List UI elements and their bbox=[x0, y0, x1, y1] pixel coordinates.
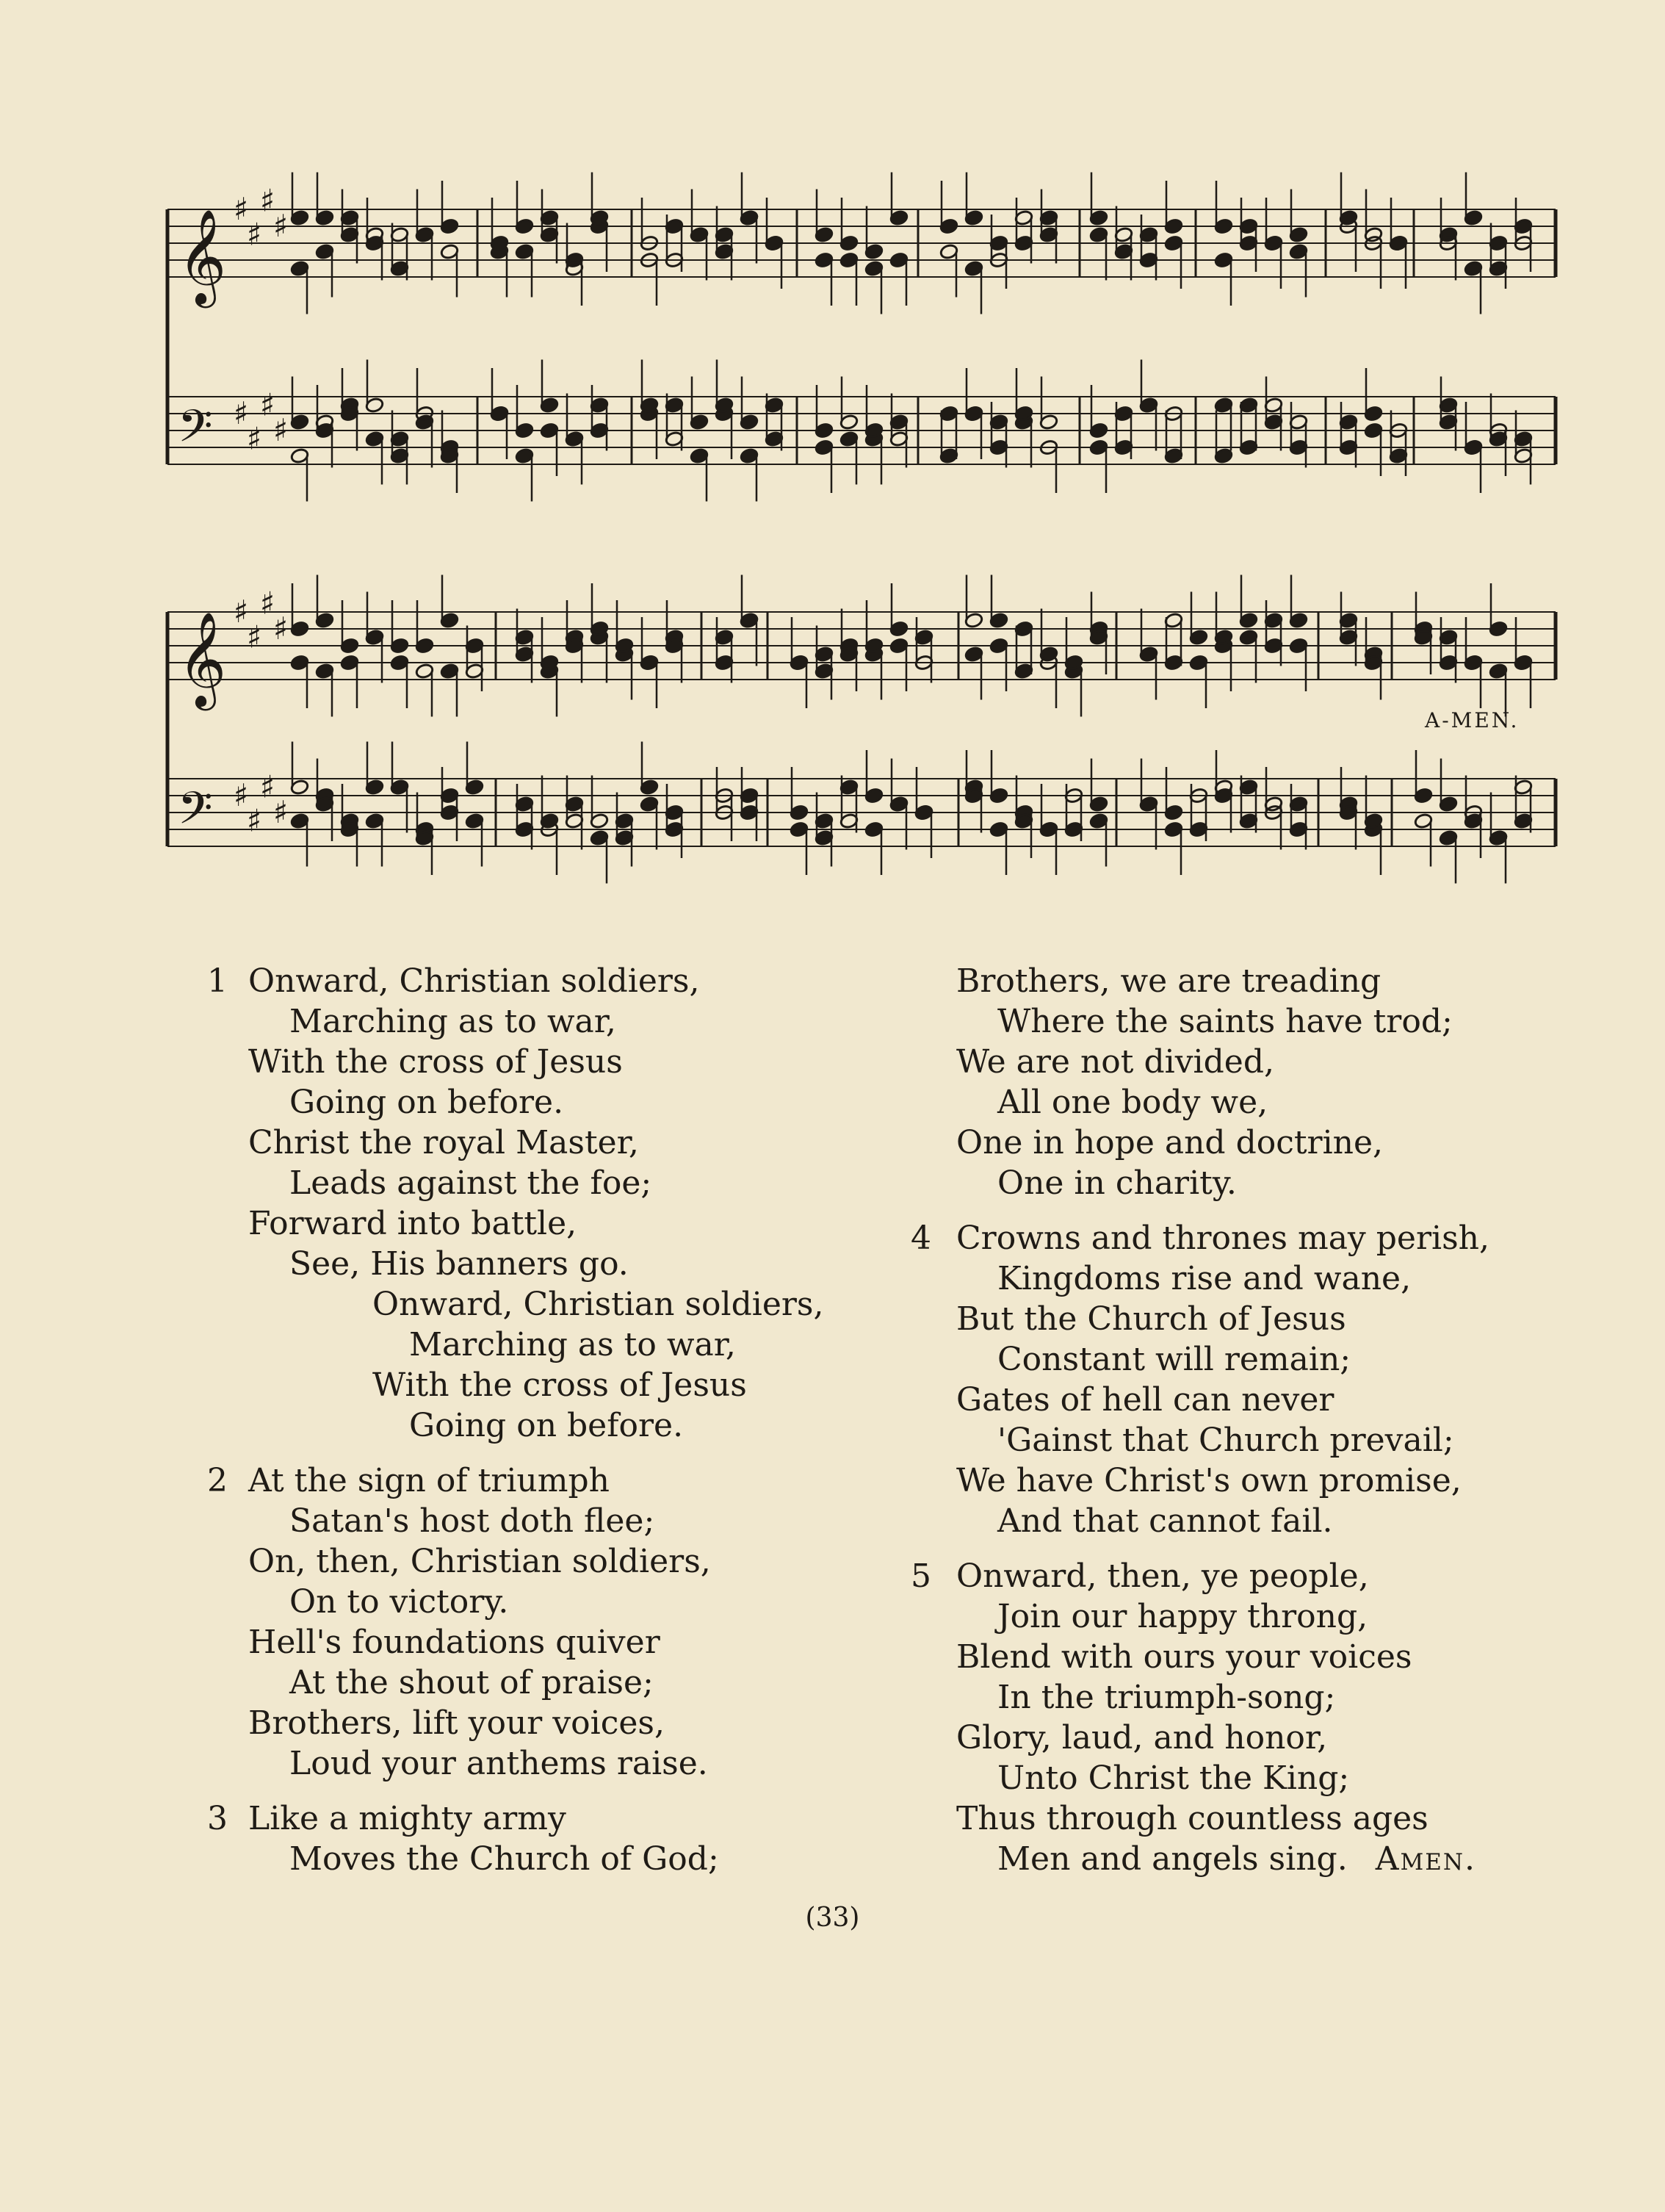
amen-label: A-MEN. bbox=[1425, 708, 1520, 732]
verse-line bbox=[911, 1758, 1572, 1798]
verse-number: 5 bbox=[911, 1557, 931, 1595]
verse-line-text: 'Gainst that Church prevail; bbox=[997, 1422, 1454, 1459]
verse-line-text: Blend with ours your voices bbox=[956, 1638, 1412, 1676]
verse-line bbox=[207, 1042, 868, 1082]
verse-line bbox=[911, 1042, 1572, 1082]
verse-line bbox=[207, 1703, 868, 1743]
sharp-icon: ♯ bbox=[247, 619, 262, 655]
verse-line-text: On to victory. bbox=[289, 1583, 509, 1621]
verse-line bbox=[911, 1420, 1572, 1460]
bass-clef-icon: 𝄢 bbox=[178, 782, 213, 846]
amen-word: Amen. bbox=[1375, 1840, 1476, 1878]
verse-line bbox=[207, 1203, 868, 1244]
verse-line-text: Onward, then, ye people, bbox=[956, 1557, 1369, 1595]
verse-line bbox=[207, 1405, 868, 1446]
verse-line bbox=[911, 1339, 1572, 1380]
verse-line-text: Marching as to war, bbox=[289, 1003, 616, 1040]
verse-line bbox=[207, 1123, 868, 1163]
sharp-icon: ♯ bbox=[260, 386, 275, 423]
verse-line-text: One in hope and doctrine, bbox=[956, 1124, 1384, 1161]
verse-line bbox=[207, 1501, 868, 1541]
verse-line bbox=[911, 1677, 1572, 1718]
verse-line bbox=[207, 1325, 868, 1365]
sharp-icon: ♯ bbox=[273, 208, 289, 244]
verse-line bbox=[911, 1596, 1572, 1637]
verse-line bbox=[911, 1258, 1572, 1299]
verse bbox=[911, 1556, 1572, 1879]
verse-line-text: Hell's foundations quiver bbox=[248, 1624, 660, 1661]
verse-line bbox=[911, 1123, 1572, 1163]
verse-line bbox=[207, 1541, 868, 1582]
sharp-icon: ♯ bbox=[273, 794, 289, 830]
verse-line bbox=[911, 1218, 1572, 1258]
verse-line-text: Glory, laud, and honor, bbox=[956, 1719, 1328, 1757]
verse-line-text: Marching as to war, bbox=[409, 1326, 736, 1363]
verse-line bbox=[911, 1163, 1572, 1203]
verse-line-text: Constant will remain; bbox=[997, 1341, 1351, 1378]
verse-line-text: All one body we, bbox=[997, 1084, 1268, 1121]
verse-line bbox=[911, 1637, 1572, 1677]
verse-line-text: Leads against the foe; bbox=[289, 1164, 652, 1202]
verse-line bbox=[911, 1501, 1572, 1541]
sharp-icon: ♯ bbox=[247, 216, 262, 253]
verse-line-text: And that cannot fail. bbox=[997, 1502, 1333, 1540]
sharp-icon: ♯ bbox=[234, 395, 249, 431]
verse-line-text: See, His banners go. bbox=[289, 1245, 629, 1283]
verse-line-text: Gates of hell can never bbox=[956, 1381, 1334, 1419]
verse-line bbox=[911, 1798, 1572, 1839]
verse-number: 4 bbox=[911, 1220, 931, 1257]
verse bbox=[207, 1460, 868, 1784]
verse-line bbox=[207, 1622, 868, 1662]
sharp-icon: ♯ bbox=[260, 182, 275, 219]
sharp-icon: ♯ bbox=[234, 594, 249, 630]
verse-line-text: With the cross of Jesus bbox=[372, 1366, 747, 1404]
verse-number: 1 bbox=[207, 962, 228, 1000]
verse-line bbox=[911, 1556, 1572, 1596]
verse-line bbox=[911, 1299, 1572, 1339]
verse-line-text: Join our happy throng, bbox=[997, 1598, 1368, 1635]
sharp-icon: ♯ bbox=[247, 802, 262, 839]
verse-line bbox=[207, 1284, 868, 1325]
sharp-icon: ♯ bbox=[234, 191, 249, 227]
verse-line-text: Onward, Christian soldiers, bbox=[372, 1286, 824, 1323]
verse-line bbox=[911, 961, 1572, 1001]
sharp-icon: ♯ bbox=[273, 610, 289, 646]
verse-line bbox=[911, 1380, 1572, 1420]
verse-line-text: Loud your anthems raise. bbox=[289, 1745, 708, 1782]
verse-line-text: Brothers, we are treading bbox=[956, 962, 1382, 1000]
verse-line-text: Onward, Christian soldiers, bbox=[248, 962, 700, 1000]
verse-line-text: Like a mighty army bbox=[248, 1800, 566, 1837]
sharp-icon: ♯ bbox=[234, 777, 249, 813]
verse-line bbox=[207, 1001, 868, 1042]
verse-line bbox=[207, 1743, 868, 1784]
verses-column-left bbox=[207, 961, 868, 1894]
verses-column-right bbox=[911, 961, 1572, 1894]
verse bbox=[207, 1798, 868, 1879]
verse-line-text: We have Christ's own promise, bbox=[956, 1462, 1462, 1499]
verse-line-text: Moves the Church of God; bbox=[289, 1840, 719, 1878]
verse-line bbox=[207, 1244, 868, 1284]
verse-line-text: At the sign of triumph bbox=[248, 1462, 610, 1499]
sharp-icon: ♯ bbox=[247, 420, 262, 457]
verse bbox=[911, 961, 1572, 1203]
verse-line bbox=[207, 1163, 868, 1203]
bass-clef-icon: 𝄢 bbox=[178, 400, 213, 464]
verse-line-text: Going on before. bbox=[409, 1407, 684, 1444]
verse-line-text: On, then, Christian soldiers, bbox=[248, 1543, 711, 1580]
verse-line bbox=[911, 1001, 1572, 1042]
verse-line-text: At the shout of praise; bbox=[289, 1664, 654, 1701]
verse-line bbox=[207, 1582, 868, 1622]
verse-line bbox=[911, 1718, 1572, 1758]
verse-line bbox=[207, 1798, 868, 1839]
treble-clef-icon: 𝄞 bbox=[178, 611, 227, 707]
verse-line bbox=[911, 1082, 1572, 1123]
verse-line-text: Christ the royal Master, bbox=[248, 1124, 639, 1161]
verse-line-text: Kingdoms rise and wane, bbox=[997, 1260, 1412, 1297]
verse-line-text: Going on before. bbox=[289, 1084, 564, 1121]
verse-line bbox=[207, 961, 868, 1001]
verse-line-text: Men and angels sing. bbox=[997, 1840, 1348, 1878]
verse-line-text: But the Church of Jesus bbox=[956, 1300, 1346, 1338]
verse-line bbox=[207, 1082, 868, 1123]
verse-line-text: One in charity. bbox=[997, 1164, 1237, 1202]
verse-line-text: We are not divided, bbox=[956, 1043, 1274, 1081]
page-number: (33) bbox=[805, 1903, 860, 1933]
verse-line bbox=[207, 1460, 868, 1501]
verse bbox=[207, 961, 868, 1446]
verse-line bbox=[911, 1839, 1572, 1879]
verse-number: 2 bbox=[207, 1462, 228, 1499]
verse-line bbox=[207, 1662, 868, 1703]
verse-line-text: With the cross of Jesus bbox=[248, 1043, 623, 1081]
sharp-icon: ♯ bbox=[260, 585, 275, 622]
verse-line-text: Thus through countless ages bbox=[956, 1800, 1429, 1837]
verse-line-text: Satan's host doth flee; bbox=[289, 1502, 655, 1540]
treble-clef-icon: 𝄞 bbox=[178, 209, 227, 304]
sharp-icon: ♯ bbox=[260, 768, 275, 805]
verse-line-text: Brothers, lift your voices, bbox=[248, 1704, 665, 1742]
verse-number: 3 bbox=[207, 1800, 228, 1837]
verse-line-text: Forward into battle, bbox=[248, 1205, 577, 1242]
sharp-icon: ♯ bbox=[273, 412, 289, 448]
verse-line bbox=[207, 1839, 868, 1879]
verse-line bbox=[207, 1365, 868, 1405]
verse-line-text: Where the saints have trod; bbox=[997, 1003, 1453, 1040]
verse-line-text: Crowns and thrones may perish, bbox=[956, 1220, 1489, 1257]
verse-line-text: In the triumph-song; bbox=[997, 1679, 1336, 1716]
verse bbox=[911, 1218, 1572, 1541]
verse-line-text: Unto Christ the King; bbox=[997, 1759, 1350, 1797]
verse-line bbox=[911, 1460, 1572, 1501]
